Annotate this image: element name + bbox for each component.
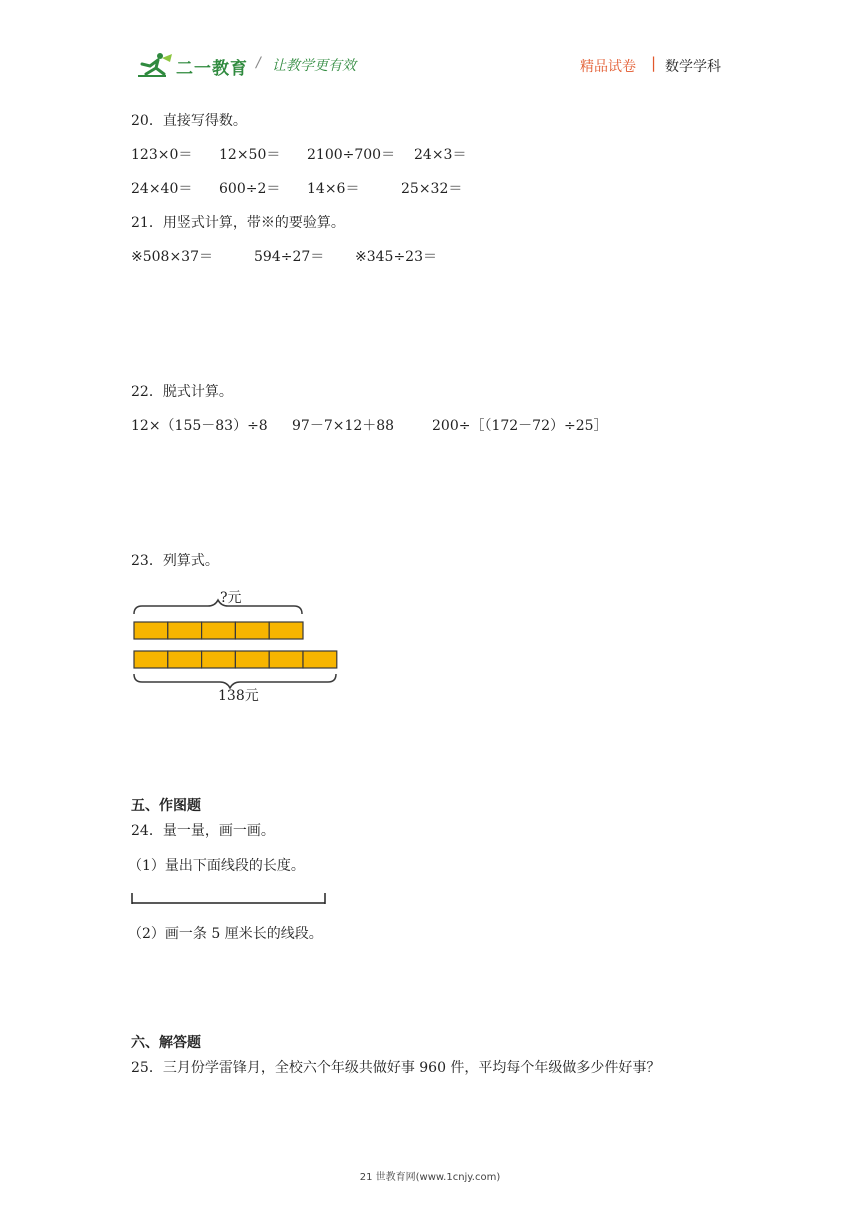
- q20-item: 600÷2＝: [219, 181, 281, 197]
- brand-name: 二一教育: [176, 59, 248, 79]
- q21-title: 21．用竖式计算，带※的要验算。: [131, 215, 345, 231]
- header-separator: |: [651, 54, 657, 72]
- q22-item: 200÷［（172－72）÷25］: [432, 418, 608, 434]
- line-segment: [130, 892, 330, 906]
- q20-title: 20．直接写得数。: [131, 113, 247, 129]
- bottom-brace-icon: [134, 674, 336, 688]
- top-bar-cell: [269, 622, 303, 639]
- bottom-bar: [134, 651, 337, 668]
- q21-item: ※508×37＝: [131, 249, 213, 265]
- bottom-bar-cell: [202, 651, 236, 668]
- q24-part2: （2）画一条 5 厘米长的线段。: [128, 926, 323, 942]
- q20-item: 25×32＝: [401, 181, 463, 197]
- footer-source: 21 世教育网(www.1cnjy.com): [359, 1172, 501, 1183]
- bottom-bar-cell: [168, 651, 202, 668]
- q20-item: 24×3＝: [414, 147, 467, 163]
- q22-item: 97－7×12＋88: [292, 418, 395, 434]
- bottom-label: 138元: [218, 688, 259, 704]
- q20-item: 14×6＝: [307, 181, 360, 197]
- header-slash: /: [256, 55, 261, 71]
- bottom-bar-cell: [235, 651, 269, 668]
- bottom-bar-cell: [303, 651, 337, 668]
- bottom-bar-cell: [269, 651, 303, 668]
- top-bar-cell: [235, 622, 269, 639]
- runner-logo-icon: [136, 52, 176, 78]
- header-tag-subject: 数学学科: [665, 59, 721, 75]
- q20-item: 24×40＝: [131, 181, 193, 197]
- q22-item: 12×（155－83）÷8: [131, 418, 268, 434]
- top-bar-cell: [202, 622, 236, 639]
- top-bar: [134, 622, 303, 639]
- q25-title: 25．三月份学雷锋月，全校六个年级共做好事 960 件，平均每个年级做多少件好事？: [131, 1060, 661, 1076]
- q23-title: 23．列算式。: [131, 553, 219, 569]
- brand-slogan: 让教学更有效: [272, 58, 356, 74]
- top-bar-cell: [134, 622, 168, 639]
- bar-model-diagram: [128, 582, 348, 706]
- q21-item: ※345÷23＝: [355, 249, 437, 265]
- q20-item: 123×0＝: [131, 147, 193, 163]
- bottom-bar-cell: [134, 651, 168, 668]
- q20-item: 2100÷700＝: [307, 147, 396, 163]
- top-label: ?元: [220, 590, 242, 606]
- q22-title: 22．脱式计算。: [131, 384, 233, 400]
- top-bar-cell: [168, 622, 202, 639]
- section5-title: 五、作图题: [131, 798, 201, 814]
- q21-item: 594÷27＝: [254, 249, 325, 265]
- q20-item: 12×50＝: [219, 147, 281, 163]
- section6-title: 六、解答题: [131, 1035, 201, 1051]
- q24-title: 24．量一量，画一画。: [131, 823, 275, 839]
- header-tag-premium: 精品试卷: [580, 59, 636, 75]
- q24-part1: （1）量出下面线段的长度。: [128, 858, 305, 874]
- top-brace-icon: [134, 600, 302, 614]
